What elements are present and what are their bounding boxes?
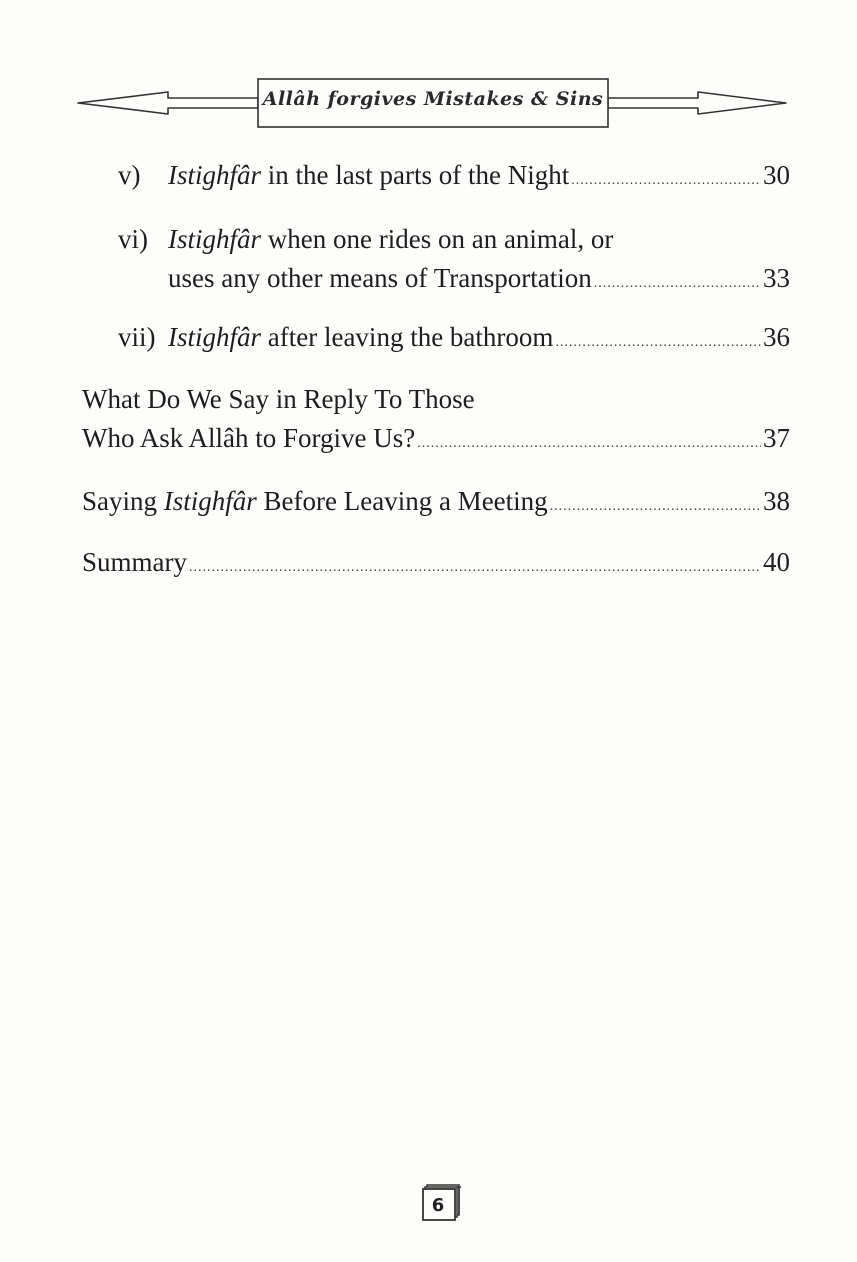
toc-leader-dots <box>417 424 761 463</box>
toc-entry-title: in the last parts of the Night <box>267 160 570 190</box>
toc-entry-title: after leaving the bathroom <box>267 322 554 352</box>
toc-entry-page: 37 <box>763 423 790 453</box>
toc-entry-title-continued: uses any other means of Transportation <box>168 263 592 293</box>
page-number-badge <box>417 1184 463 1222</box>
toc-leader-dots <box>594 264 761 303</box>
toc-entry-marker: v) <box>118 160 141 190</box>
toc-entry-page: 33 <box>763 263 790 293</box>
toc-entry-page: 40 <box>763 547 790 577</box>
toc-leader-dots <box>189 548 761 587</box>
toc-entry-title: when one rides on an animal, or <box>267 224 614 254</box>
toc-entry-page: 30 <box>763 160 790 190</box>
toc-entry[interactable] <box>118 318 790 362</box>
toc-leader-dots <box>550 487 761 526</box>
running-header <box>0 70 857 134</box>
toc-entry[interactable] <box>118 220 790 303</box>
toc-leader-dots <box>571 161 761 200</box>
toc-entry[interactable] <box>82 543 790 587</box>
toc-entry-title: Before Leaving a Meeting <box>263 486 548 516</box>
toc-entry-page: 36 <box>763 322 790 352</box>
toc-entry-term: Istighfâr <box>168 322 262 352</box>
toc-entry-page: 38 <box>763 486 790 516</box>
running-header-title: Allâh forgives Mistakes & Sins <box>262 88 604 110</box>
toc-entry-term: Istighfâr <box>168 160 262 190</box>
toc-entry[interactable] <box>82 482 790 526</box>
toc-entry-title: Summary <box>82 547 187 577</box>
toc-entry-prefix: Saying <box>82 486 158 516</box>
toc-entry[interactable] <box>82 380 790 463</box>
toc-entry[interactable] <box>118 156 790 200</box>
toc-entry-marker: vii) <box>118 322 156 352</box>
toc-entry-term: Istighfâr <box>163 486 257 516</box>
toc-entry-title: What Do We Say in Reply To Those <box>82 384 475 414</box>
page-number: 6 <box>431 1195 445 1216</box>
toc-entry-title-continued: Who Ask Allâh to Forgive Us? <box>82 423 416 453</box>
toc-entry-marker: vi) <box>118 224 148 254</box>
toc-leader-dots <box>555 323 761 362</box>
toc-entry-term: Istighfâr <box>168 224 262 254</box>
